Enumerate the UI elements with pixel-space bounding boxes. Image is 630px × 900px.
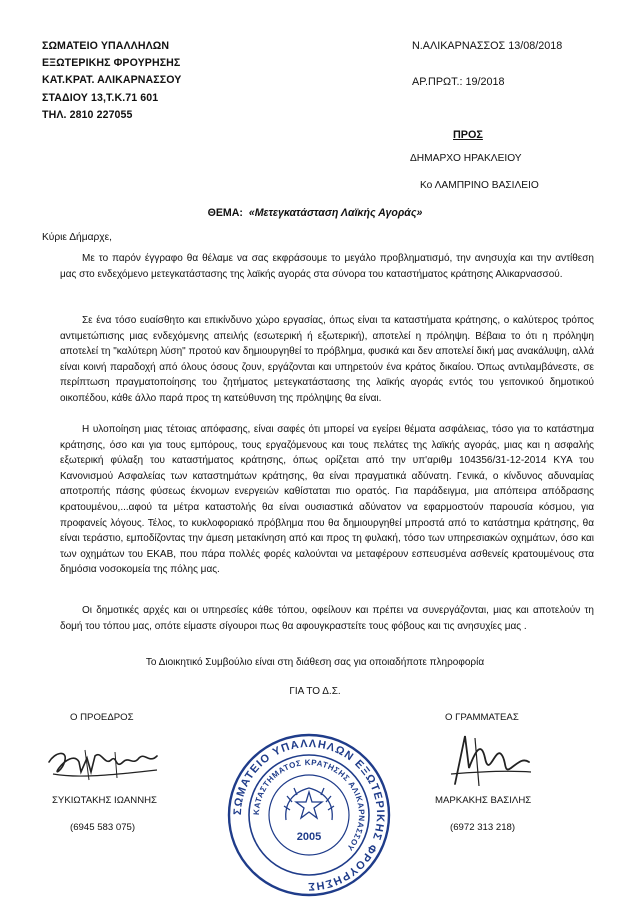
protocol-number: ΑΡ.ΠΡΩΤ.: 19/2018 [412, 76, 505, 88]
stamp-year: 2005 [296, 831, 322, 843]
sender-union-division: ΕΞΩΤΕΡΙΚΗΣ ΦΡΟΥΡΗΣΗΣ [42, 57, 181, 70]
secretary-name: ΜΑΡΚΑΚΗΣ ΒΑΣΙΛΗΣ [435, 795, 532, 806]
stamp-inner-text: ΚΑΤΑΣΤΗΜΑΤΟΣ ΚΡΑΤΗΣΗΣ ΑΛΙΚΑΡΝΑΣΣΟΥ [251, 757, 367, 853]
subject-line [0, 207, 630, 219]
secretary-signature [445, 728, 535, 792]
meta-block [412, 38, 562, 91]
recipient-heading: ΠΡΟΣ [453, 129, 483, 141]
sender-block [42, 38, 181, 124]
recipient-office: ΔΗΜΑΡΧΟ ΗΡΑΚΛΕΙΟΥ [410, 153, 522, 164]
paragraph-2: Σε ένα τόσο ευαίσθητο και επικίνδυνο χώρο εργασίας, όπως είναι τα καταστήματα κράτησης, ο καλύτερος τρόπος αντιμετώπισης μιας ενδεχόμενης απειλής (εσωτερική ή εξωτερική), αποτελεί η πρόληψη. Βέβαια το ότι η πρόληψη αποτελεί τη "καλύτερη λύση" προτού καν δημιουργηθεί το πρόβλημα, φυσικά και δεν αποτελεί δική μας ανακάλυψη, αλλά είναι κοινή παραδοχή από όλους όσους ζουν, εργάζονται και υπηρετούν ένα κράτος δικαίου. Όπως αντιλαμβάνεστε, σε περίπτωση πραγματοποίησης του ζητήματος μετεγκατάστασης της λαϊκής αγοράς εντός του γειτονικού δημοτικού οικοπέδου, κάθε άλλο παρά προς τη κατεύθυνση της πρόληψης θα είναι. [60, 315, 594, 404]
sender-address: ΣΤΑΔΙΟΥ 13,Τ.Κ.71 601 [42, 91, 159, 104]
board-line: ΓΙΑ ΤΟ Δ.Σ. [289, 686, 341, 697]
sender-phone: ΤΗΛ. 2810 227055 [42, 108, 133, 121]
place-date: Ν.ΑΛΙΚΑΡΝΑΣΣΟΣ 13/08/2018 [412, 40, 563, 52]
paragraph-4: Οι δημοτικές αρχές και οι υπηρεσίες κάθε τόπου, οφείλουν και πρέπει να συνεργάζονται, μιας και αποτελούν τη δομή του τόπου μας, οπότε είμαστε σίγουροι πως θα αφουγκραστείτε τους φόβους και τις ανησυχίες μας . [60, 605, 594, 632]
president-title: Ο ΠΡΟΕΔΡΟΣ [70, 712, 134, 723]
union-stamp [224, 730, 394, 900]
stamp-outer-text: ΣΩΜΑΤΕΙΟ ΥΠΑΛΛΗΛΩΝ ΕΞΩΤΕΡΙΚΗΣ ΦΡΟΥΡΗΣΗΣ [231, 737, 387, 893]
paragraph-3: Η υλοποίηση μιας τέτοιας απόφασης, είναι σαφές ότι μπορεί να εγείρει θέματα ασφάλειας, τόσο για το κατάστημα κράτησης, όσο και για τους εμπόρους, τους εργαζόμενους και τους πελάτες της λαϊκής αγοράς, μιας και η ασφαλής εξωτερική φύλαξη του καταστήματος κράτησης, όπως ορίζεται από την υπ'αριθμ 104356/31-12-2014 ΚΥΑ του Κανονισμού Ασφαλείας των καταστημάτων κράτησης, θα είναι πραγματικά αδύνατη. Γενικά, ο κίνδυνος αδυναμίας αποτροπής πάσης φύσεως έκνομων ενεργειών καθίσταται πιο ορατός. Για παράδειγμα, μια απόπειρα απόδρασης κρατουμένου,...αφού τα μέτρα καταστολής θα είναι ουσιαστικά αδύνατον να εφαρμοστούν παρουσία κόσμου, για προφανείς λόγους. Τέλος, το κυκλοφοριακό πρόβλημα που θα δημιουργηθεί μπροστά από το κατάστημα κράτησης, θα είναι τεράστιο, εμποδίζοντας την άμεση μετακίνηση από και προς τη φυλακή, τόσο των υπηρεσιακών οχημάτων, όσο και των οχημάτων του ΕΚΑΒ, που πάρα πολλές φορές καλούνται να μεταφέρουν εσπευσμένα ασθενείς κρατουμένους στα δημόσια νοσοκομεία της πόλης μας. [60, 424, 594, 576]
subject-text: «Μετεγκατάσταση Λαϊκής Αγοράς» [248, 207, 423, 219]
greeting: Κύριε Δήμαρχε, [42, 232, 112, 243]
paragraph-1: Με το παρόν έγγραφο θα θέλαμε να σας εκφράσουμε το μεγάλο προβληματισμό, την ανησυχία και την αντίθεση μας στο ενδεχόμενο μετεγκατάστασης της λαϊκής αγοράς στα σύνορα του καταστήματος κράτησης Αλικαρνασσού. [60, 253, 594, 280]
president-name: ΣΥΚΙΩΤΑΚΗΣ ΙΩΑΝΝΗΣ [52, 795, 157, 806]
secretary-phone: (6972 313 218) [450, 822, 516, 833]
closing-line: Το Διοικητικό Συμβούλιο είναι στη διάθεση σας για οποιαδήποτε πληροφορία [145, 657, 485, 668]
subject-label: ΘΕΜΑ: [207, 207, 243, 219]
sender-institution: ΚΑΤ.ΚΡΑΤ. ΑΛΙΚΑΡΝΑΣΣΟΥ [42, 74, 182, 87]
sender-union-name: ΣΩΜΑΤΕΙΟ ΥΠΑΛΛΗΛΩΝ [42, 40, 170, 52]
stamp-wreath-icon [284, 788, 334, 820]
president-phone: (6945 583 075) [70, 822, 136, 833]
recipient-name: Κο ΛΑΜΠΡΙΝΟ ΒΑΣΙΛΕΙΟ [420, 180, 539, 191]
secretary-title: Ο ΓΡΑΜΜΑΤΕΑΣ [445, 712, 519, 723]
president-signature [45, 742, 165, 788]
